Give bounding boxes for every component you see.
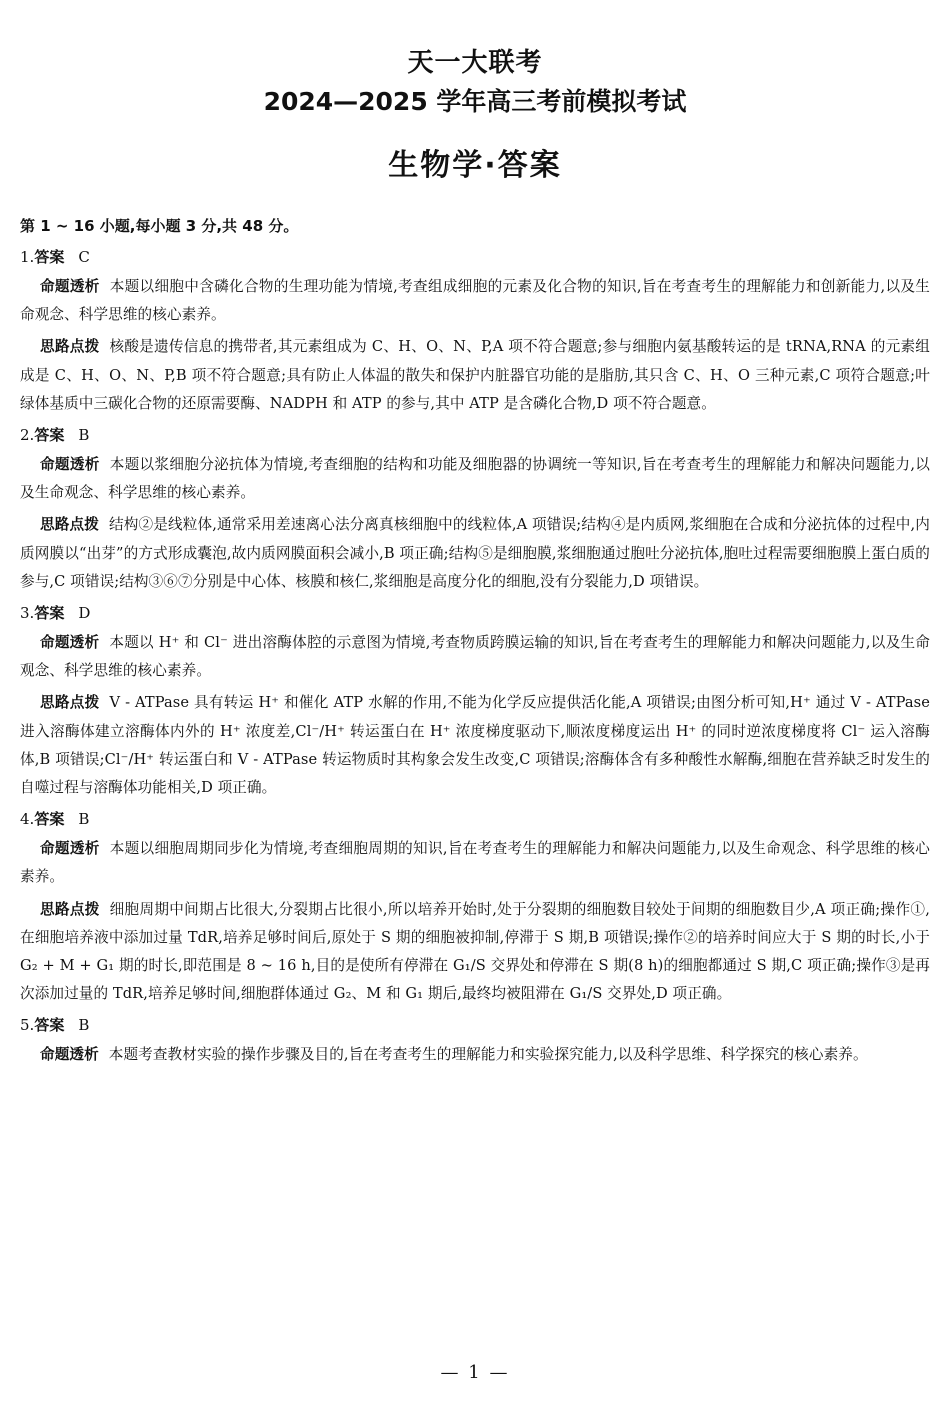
hint-label: 思路点拨: [40, 694, 100, 712]
question-number: 2.: [20, 426, 35, 445]
answer-line: [20, 244, 930, 271]
answer-label: 答案: [34, 1016, 65, 1035]
organizer-title: 天一大联考: [407, 48, 543, 78]
subject-title: 生物学·答案: [388, 148, 562, 183]
analysis-label: 命题透析: [40, 456, 100, 474]
analysis-label: 命题透析: [40, 634, 100, 652]
hint-text: 细胞周期中间期占比很大,分裂期占比很小,所以培养开始时,处于分裂期的细胞数目较处于间期的细胞数目少,A 项正确;操作①,在细胞培养液中添加过量 TdR,培养足够时间后,原处于 S 期的细胞被抑制,停滞于 S 期,B 项错误;操作②的培养时间应大于 S 期的时长,小于 G₂ + M + G₁ 期的时长,即范围是 8 ~ 16 h,目的是使所有停滞在 G₁/S 交界处和停滞在 S 期(8 h)的细胞都通过 S 期,C 项正确;操作③是再次添加过量的 TdR,培养足够时间,细胞群体通过 G₂、M 和 G₁ 期后,最终均被阻滞在 G₁/S 交界处,D 项正确。: [20, 900, 931, 1003]
question-number: 5.: [20, 1016, 35, 1035]
answer-line: [20, 600, 930, 627]
hint-text: 结构②是线粒体,通常采用差速离心法分离真核细胞中的线粒体,A 项错误;结构④是内质网,浆细胞在合成和分泌抗体的过程中,内质网膜以“出芽”的方式形成囊泡,故内质网膜面积会减小,B 项正确;结构⑤是细胞膜,浆细胞通过胞吐分泌抗体,胞吐过程需要细胞膜上蛋白质的参与,C 项错误;结构③⑥⑦分别是中心体、核膜和核仁,浆细胞是高度分化的细胞,没有分裂能力,D 项错误。: [20, 516, 930, 590]
answer-label: 答案: [34, 248, 65, 266]
question-5: [20, 1012, 930, 1069]
answer-body: [20, 212, 930, 1074]
analysis-text: 本题考查教材实验的操作步骤及目的,旨在考查考生的理解能力和实验探究能力,以及科学思维、科学探究的核心素养。: [108, 1046, 868, 1064]
analysis-text: 本题以浆细胞分泌抗体为情境,考查细胞的结构和功能及细胞器的协调统一等知识,旨在考查考生的理解能力和解决问题能力,以及生命观念、科学思维的核心素养。: [20, 456, 931, 502]
hint-paragraph: [20, 689, 930, 802]
page-number: — 1 —: [440, 1362, 510, 1383]
question-number: 3.: [20, 604, 35, 623]
hint-label: 思路点拨: [40, 900, 100, 918]
answer-value: D: [78, 604, 91, 623]
exam-title: 2024—2025 学年高三考前模拟考试: [263, 87, 687, 116]
answer-line: [20, 422, 930, 449]
question-3: [20, 600, 930, 802]
answer-label: 答案: [34, 426, 65, 445]
analysis-label: 命题透析: [40, 278, 100, 295]
answer-value: B: [78, 426, 90, 445]
question-1: [20, 244, 930, 418]
analysis-paragraph: [20, 629, 930, 685]
hint-text: 核酸是遗传信息的携带者,其元素组成为 C、H、O、N、P,A 项不符合题意;参与细胞内氨基酸转运的是 tRNA,RNA 的元素组成是 C、H、O、N、P,B 项不符合题意;具有防止人体温的散失和保护内脏器官功能的是脂肪,其只含 C、H、O 三种元素,C 项符合题意;叶绿体基质中三碳化合物的还原需要酶、NADPH 和 ATP 的参与,其中 ATP 是含磷化合物,D 项不符合题意。: [20, 338, 930, 412]
hint-paragraph: [20, 333, 930, 418]
analysis-text: 本题以细胞中含磷化合物的生理功能为情境,考查组成细胞的元素及化合物的知识,旨在考查考生的理解能力和创新能力,以及生命观念、科学思维的核心素养。: [20, 278, 931, 324]
analysis-label: 命题透析: [40, 840, 100, 858]
analysis-paragraph: [20, 273, 930, 329]
analysis-label: 命题透析: [40, 1046, 99, 1064]
analysis-paragraph: [20, 451, 930, 507]
answer-value: B: [78, 810, 90, 829]
answer-value: C: [78, 248, 90, 266]
hint-label: 思路点拨: [40, 338, 100, 356]
question-number: 4.: [20, 810, 35, 829]
answer-label: 答案: [34, 810, 65, 829]
analysis-paragraph: [20, 835, 930, 891]
analysis-text: 本题以 H⁺ 和 Cl⁻ 进出溶酶体腔的示意图为情境,考查物质跨膜运输的知识,旨在考查考生的理解能力和解决问题能力,以及生命观念、科学思维的核心素养。: [20, 634, 930, 680]
section-intro: 第 1 ~ 16 小题,每小题 3 分,共 48 分。: [20, 217, 299, 235]
analysis-text: 本题以细胞周期同步化为情境,考查细胞周期的知识,旨在考查考生的理解能力和解决问题能力,以及生命观念、科学思维的核心素养。: [20, 840, 931, 886]
answer-line: [20, 1012, 930, 1039]
analysis-paragraph: [20, 1041, 930, 1069]
hint-paragraph: [20, 896, 930, 1009]
question-number: 1.: [20, 248, 35, 266]
hint-label: 思路点拨: [40, 516, 99, 534]
answer-line: [20, 806, 930, 833]
hint-text: V - ATPase 具有转运 H⁺ 和催化 ATP 水解的作用,不能为化学反应提供活化能,A 项错误;由图分析可知,H⁺ 通过 V - ATPase 进入溶酶体建立溶酶体内外的 H⁺ 浓度差,Cl⁻/H⁺ 转运蛋白在 H⁺ 浓度梯度驱动下,顺浓度梯度运出 H⁺ 的同时逆浓度梯度将 Cl⁻ 运入溶酶体,B 项错误;Cl⁻/H⁺ 转运蛋白和 V - ATPase 转运物质时其构象会发生改变,C 项错误;溶酶体含有多种酸性水解酶,细胞在营养缺乏时发生的自噬过程与溶酶体功能相关,D 项正确。: [20, 694, 930, 797]
hint-paragraph: [20, 511, 930, 596]
answer-value: B: [78, 1016, 90, 1035]
answer-label: 答案: [34, 604, 65, 623]
question-2: [20, 422, 930, 596]
question-4: [20, 806, 930, 1008]
